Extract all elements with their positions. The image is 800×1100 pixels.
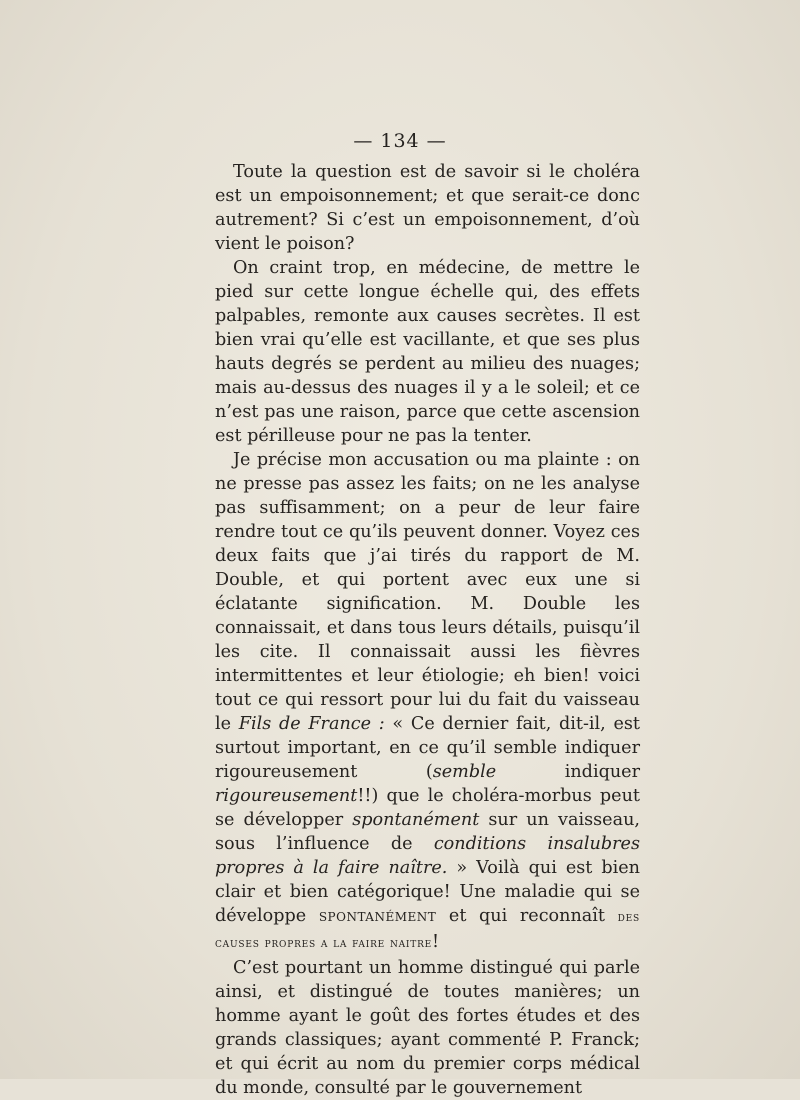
text-run: On craint trop, en médecine, de mettre le pied sur cette longue échelle qui, des effets palpables, remonte aux causes secrètes. Il est bien vrai qu’elle est vacillante, et que ses plus hauts degrés se perdent au milieu des nuages; mais au-dessus des nuages il y a le soleil; et ce n’est pas une raison, parce que cette ascension est périlleuse pour ne pas la tenter. (215, 258, 640, 446)
text-run: !!) que le choléra-morbus peut se développer (215, 786, 640, 830)
text-run: spontanément (318, 906, 437, 926)
paragraph-3 (215, 448, 640, 956)
text-run: semble (432, 762, 497, 782)
text-run: rigoureusement (215, 786, 358, 806)
body-text (215, 160, 640, 1100)
text-run: Fils de France : (238, 714, 385, 734)
text-run: des causes propres a la faire naitre (215, 910, 640, 951)
page-number: — 134 — (353, 130, 447, 152)
text-run: ! (432, 932, 440, 952)
text-run: Toute la question est de savoir si le choléra est un empoisonnement; et que serait-ce donc autrement? Si c’est un empoisonnement, d’où vient le poison? (215, 162, 640, 254)
paragraph-1 (215, 160, 640, 256)
text-run: conditions insalubres propres à la faire naître. (215, 834, 640, 878)
text-run: C’est pourtant un homme distingué qui parle ainsi, et distingué de toutes manières; un homme ayant le goût des fortes études et des grands classiques; ayant commenté P. Franck; et qui écrit au nom du premier corps médical du monde, consulté par le gouvernement (215, 958, 640, 1098)
text-run: « Ce dernier fait, dit-il, est surtout important, en ce qu’il semble indiquer rigoureusement ( (215, 714, 640, 782)
paragraph-4 (215, 956, 640, 1100)
text-run: et qui reconnaît (436, 906, 618, 926)
text-run: sur un vaisseau, sous l’influence de (215, 810, 640, 854)
text-run: » Voilà qui est bien clair et bien catégorique! Une maladie qui se développe (215, 858, 640, 926)
paragraph-2 (215, 256, 640, 448)
text-run: Je précise mon accusation ou ma plainte : on ne presse pas assez les faits; on ne les analyse pas suffisamment; on a peur de leur faire rendre tout ce qu’ils peuvent donner. Voyez ces deux faits que j’ai tirés du rapport de M. Double, et qui portent avec eux une si éclatante signification. M. Double les connaissait, et dans tous leurs détails, puisqu’il les cite. Il connaissait aussi les fièvres intermittentes et leur étiologie; eh bien! voici tout ce qui ressort pour lui du fait du vaisseau le (215, 450, 640, 734)
text-run: spontanément (352, 810, 480, 830)
text-run: indiquer (496, 762, 640, 782)
